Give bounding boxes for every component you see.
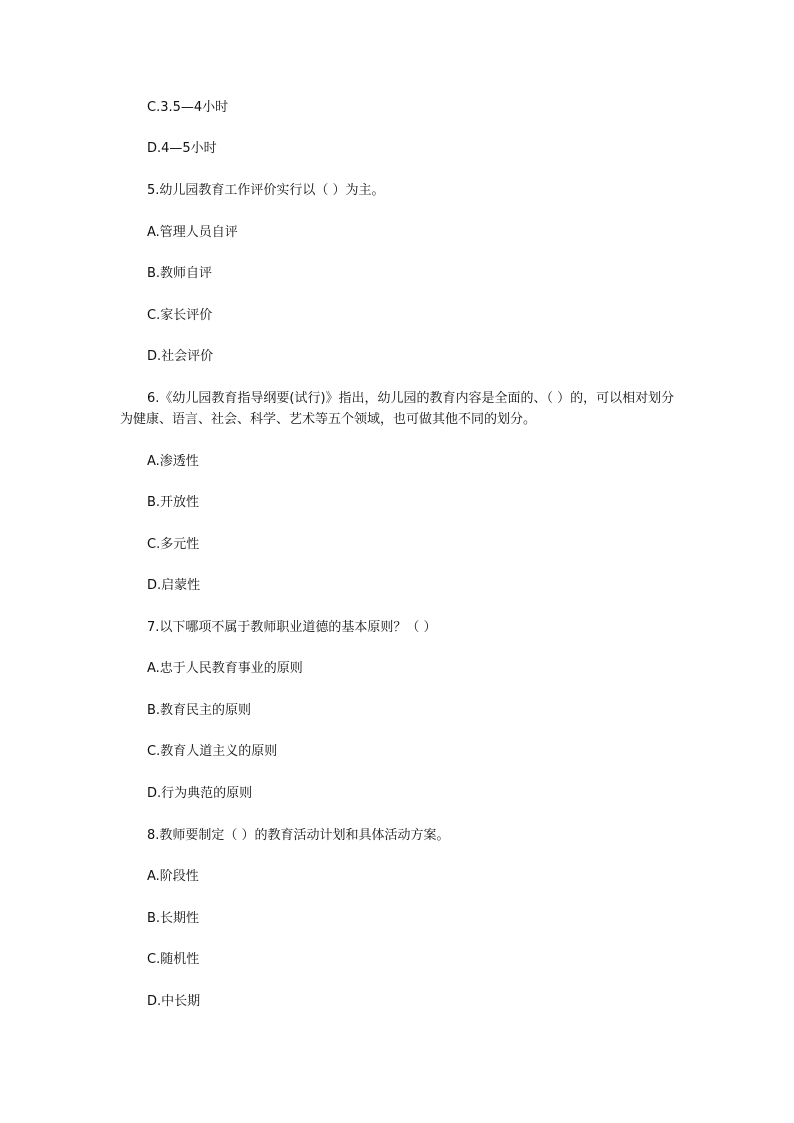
q8-option-c: C.随机性 [147,952,200,967]
q7-option-d: D.行为典范的原则 [147,786,253,801]
q8-option-b: B.长期性 [147,911,200,926]
q8-option-a: A.阶段性 [147,869,199,884]
q8-option-d: D.中长期 [147,994,201,1009]
q6-option-c: C.多元性 [147,537,200,552]
q5-option-b: B.教师自评 [147,266,213,281]
q5-option-c: C.家长评价 [147,308,213,323]
q6-option-b: B.开放性 [147,495,200,510]
q6-question: 6.《幼儿园教育指导纲要(试行)》指出，幼儿园的教育内容是全面的、（ ）的，可以相对划分为健康、语言、社会、科学、艺术等五个领域，也可做其他不同的划分。 [120,391,675,427]
q6-option-d: D.启蒙性 [147,578,201,593]
q7-question: 7.以下哪项不属于教师职业道德的基本原则？（ ） [147,620,437,635]
q7-option-a: A.忠于人民教育事业的原则 [147,661,303,676]
q4-option-d: D.4—5小时 [147,141,217,156]
q5-option-d: D.社会评价 [147,349,214,364]
q7-option-c: C.教育人道主义的原则 [147,744,278,759]
q7-option-b: B.教育民主的原则 [147,703,252,718]
q5-question: 5.幼儿园教育工作评价实行以（ ）为主。 [147,183,385,198]
q5-option-a: A.管理人员自评 [147,225,238,240]
q8-question: 8.教师要制定（ ）的教育活动计划和具体活动方案。 [147,828,450,843]
q6-option-a: A.渗透性 [147,454,199,469]
q4-option-c: C.3.5—4小时 [147,100,229,115]
